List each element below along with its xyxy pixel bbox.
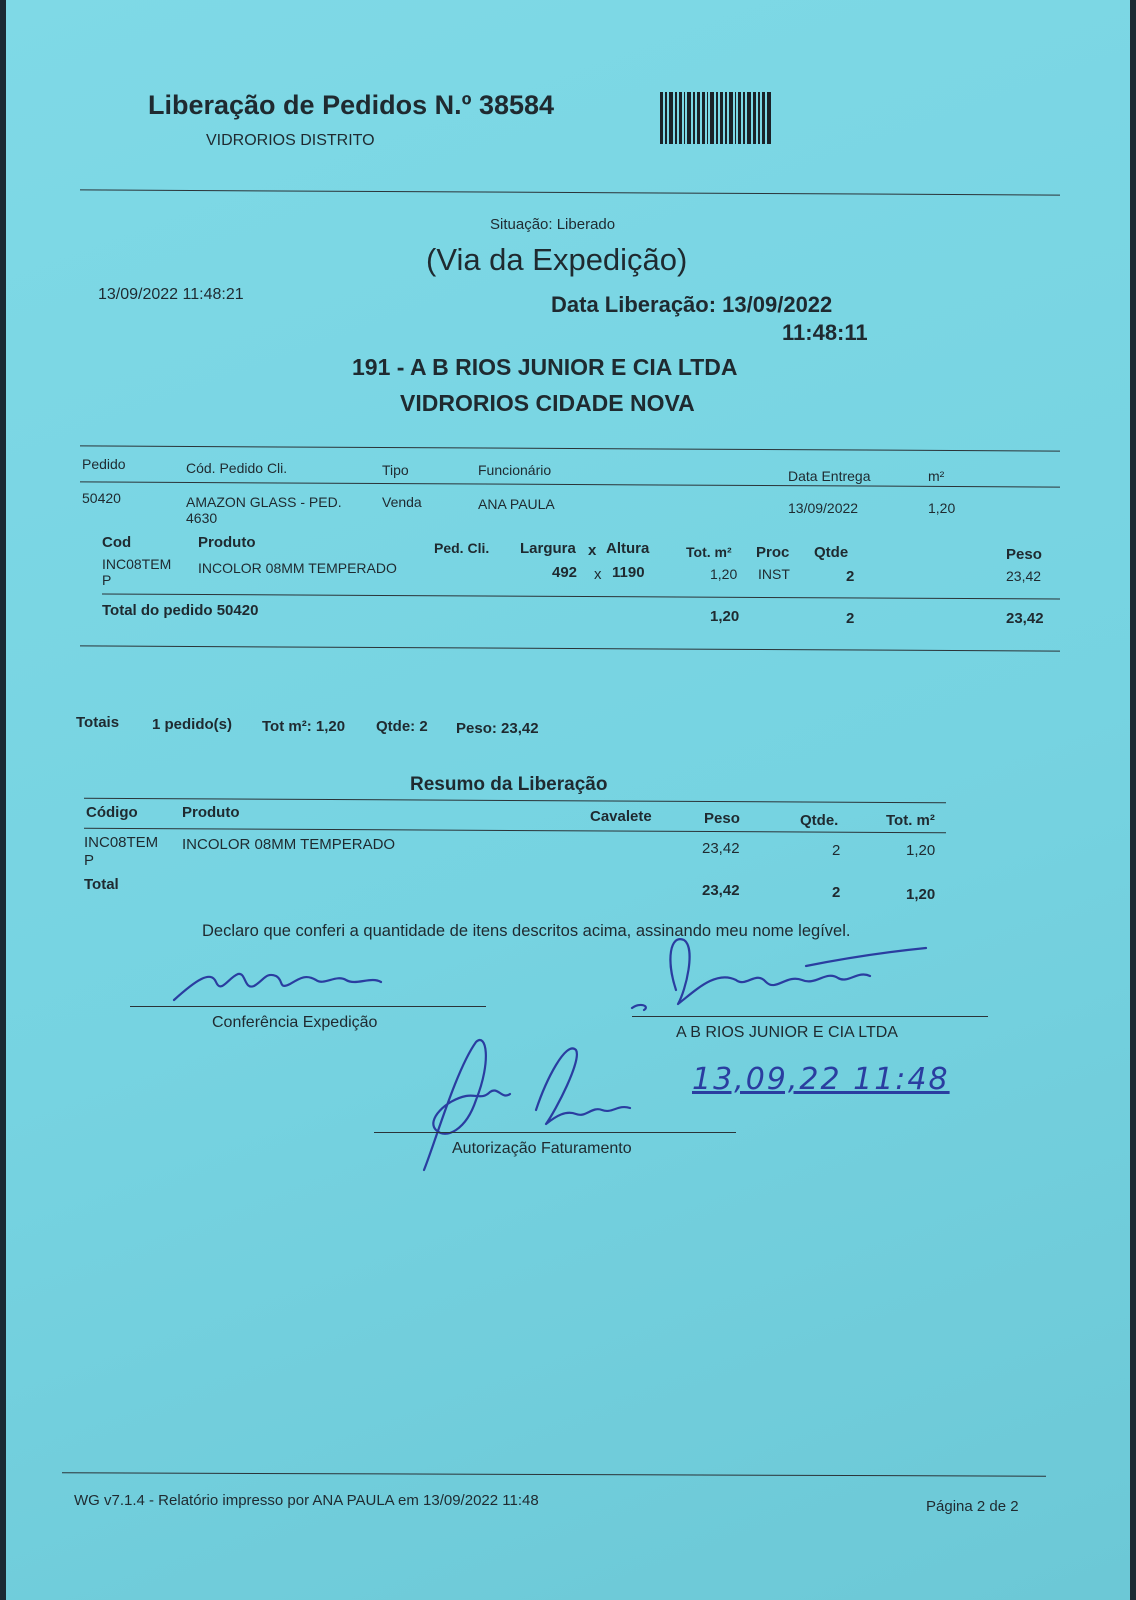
summary-total-label: Total — [84, 876, 119, 893]
col-funcionario: Funcionário — [478, 462, 552, 478]
item-width: 492 — [552, 564, 578, 581]
barcode-bar — [725, 92, 727, 144]
barcode-bar — [679, 92, 682, 144]
item-code-cont: P — [102, 572, 112, 588]
col-data-entrega: Data Entrega — [788, 468, 871, 484]
summary-weight: 23,42 — [702, 840, 740, 857]
summary-total-qty: 2 — [832, 884, 841, 901]
totals-label: Totais — [76, 714, 120, 731]
barcode-bar — [743, 92, 745, 144]
item-col-qtde: Qtde — [814, 544, 849, 561]
summary-total-m2: 1,20 — [906, 886, 936, 903]
summary-top-rule — [84, 798, 946, 804]
summary-col-qtde: Qtde. — [800, 812, 839, 829]
barcode-bar — [747, 92, 751, 144]
summary-qty: 2 — [832, 842, 841, 859]
barcode-bar — [710, 92, 714, 144]
page-number: Página 2 de 2 — [926, 1498, 1019, 1515]
expedicao-signature-line — [130, 1006, 486, 1007]
customer-name: 191 - A B RIOS JUNIOR E CIA LTDA — [352, 354, 738, 380]
company-name: VIDRORIOS DISTRITO — [206, 132, 375, 149]
item-col-x: x — [588, 542, 597, 559]
summary-col-produto: Produto — [182, 804, 240, 821]
table-top-rule — [80, 445, 1060, 451]
barcode-bar — [729, 92, 733, 144]
item-total-rule — [102, 593, 1060, 599]
item-weight: 23,42 — [1006, 568, 1042, 584]
barcode-bar — [720, 92, 723, 144]
order-total-label: Total do pedido 50420 — [102, 602, 259, 619]
barcode-bar — [665, 92, 667, 144]
summary-m2: 1,20 — [906, 842, 936, 859]
customer-signature — [626, 930, 946, 1020]
item-qty: 2 — [846, 568, 855, 585]
customer-store: VIDRORIOS CIDADE NOVA — [400, 390, 695, 416]
barcode-bar — [767, 92, 771, 144]
barcode-bar — [753, 92, 756, 144]
declaration-text: Declaro que conferi a quantidade de itens descritos acima, assinando meu nome legível. — [202, 922, 851, 940]
footer-rule — [62, 1472, 1046, 1476]
col-pedido: Pedido — [82, 456, 126, 472]
summary-col-tot-m2: Tot. m² — [886, 812, 935, 829]
item-col-proc: Proc — [756, 544, 790, 561]
item-col-peso: Peso — [1006, 546, 1042, 563]
barcode-bar — [758, 92, 760, 144]
totals-weight: Peso: 23,42 — [456, 720, 539, 737]
client-order-code: AMAZON GLASS - PED. — [186, 494, 342, 510]
table-bottom-rule — [80, 645, 1060, 651]
summary-col-cavalete: Cavalete — [590, 808, 652, 825]
summary-total-weight: 23,42 — [702, 882, 740, 899]
summary-col-codigo: Código — [86, 804, 138, 821]
summary-product: INCOLOR 08MM TEMPERADO — [182, 836, 396, 853]
expedicao-label: Conferência Expedição — [212, 1014, 378, 1031]
barcode-bar — [697, 92, 700, 144]
expedicao-signature — [166, 960, 396, 1010]
barcode-bar — [702, 92, 705, 144]
order-number: 50420 — [82, 490, 121, 506]
barcode-bar — [669, 92, 673, 144]
item-tot-m2: 1,20 — [710, 566, 738, 582]
order-total-qty: 2 — [846, 610, 855, 627]
barcode-bar — [660, 92, 663, 144]
item-product: INCOLOR 08MM TEMPERADO — [198, 560, 397, 576]
barcode-bar — [684, 92, 685, 144]
item-x: x — [594, 566, 602, 583]
barcode-bar — [693, 92, 695, 144]
employee: ANA PAULA — [478, 496, 555, 512]
order-total-m2: 1,20 — [710, 608, 740, 625]
item-col-ped-cli: Ped. Cli. — [434, 540, 490, 556]
barcode-bar — [675, 92, 677, 144]
totals-orders: 1 pedido(s) — [152, 716, 233, 733]
item-code: INC08TEM — [102, 556, 172, 572]
summary-title: Resumo da Liberação — [410, 774, 608, 795]
status-text: Situação: Liberado — [490, 216, 616, 233]
summary-code: INC08TEM — [84, 834, 159, 851]
col-m2: m² — [928, 468, 945, 484]
item-height: 1190 — [612, 564, 645, 581]
order-m2: 1,20 — [928, 500, 956, 516]
customer-signature-line — [632, 1016, 988, 1017]
barcode-bar — [762, 92, 765, 144]
copy-type: (Via da Expedição) — [426, 242, 688, 277]
item-col-produto: Produto — [198, 534, 256, 551]
faturamento-signature-line — [374, 1132, 736, 1133]
delivery-date: 13/09/2022 — [788, 500, 859, 516]
item-col-largura: Largura — [520, 540, 576, 557]
order-type: Venda — [382, 494, 422, 510]
release-date: Data Liberação: 13/09/2022 — [551, 292, 833, 317]
customer-signature-label: A B RIOS JUNIOR E CIA LTDA — [676, 1024, 898, 1041]
totals-m2: Tot m²: 1,20 — [262, 718, 346, 735]
header-rule — [80, 481, 1060, 487]
footer-printed-by: WG v7.1.4 - Relatório impresso por ANA PAULA em 13/09/2022 11:48 — [74, 1492, 539, 1509]
header-divider — [80, 189, 1060, 195]
client-order-code-cont: 4630 — [186, 510, 218, 526]
barcode-bar — [687, 92, 691, 144]
col-tipo: Tipo — [382, 462, 409, 478]
barcode — [660, 92, 832, 144]
barcode-bar — [735, 92, 736, 144]
item-col-cod: Cod — [102, 534, 132, 551]
faturamento-label: Autorização Faturamento — [452, 1140, 632, 1157]
barcode-bar — [716, 92, 718, 144]
totals-qty: Qtde: 2 — [376, 718, 428, 735]
item-col-altura: Altura — [606, 540, 650, 557]
printed-timestamp: 13/09/2022 11:48:21 — [98, 286, 244, 303]
barcode-bar — [707, 92, 708, 144]
document-title: Liberação de Pedidos N.º 38584 — [148, 90, 555, 120]
summary-code-cont: P — [84, 852, 95, 869]
release-time: 11:48:11 — [782, 320, 868, 345]
summary-col-peso: Peso — [704, 810, 740, 827]
order-total-weight: 23,42 — [1006, 610, 1044, 627]
barcode-bar — [738, 92, 741, 144]
release-document — [6, 0, 1130, 1600]
handwritten-datetime: 13,09,22 11:48 — [692, 1062, 950, 1097]
item-col-tot-m2: Tot. m² — [686, 544, 732, 560]
item-proc: INST — [758, 566, 790, 582]
col-cod-pedido-cli: Cód. Pedido Cli. — [186, 460, 288, 476]
